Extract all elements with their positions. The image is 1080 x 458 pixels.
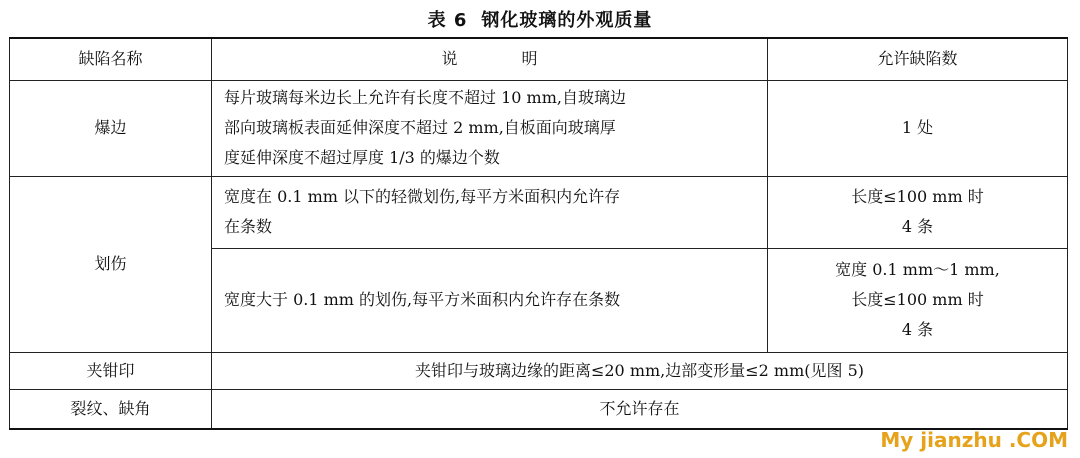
allowed-count xyxy=(768,248,1068,352)
table-number: 表 6 xyxy=(427,10,468,31)
description-line: 每片玻璃每米边长上允许有长度不超过 10 mm,自玻璃边 xyxy=(224,88,626,107)
description-line: 部向玻璃板表面延伸深度不超过 2 mm,自板面向玻璃厚 xyxy=(224,118,616,137)
appearance-quality-table xyxy=(9,37,1068,430)
defect-description: 夹钳印与玻璃边缘的距离≤20 mm,边部变形量≤2 mm(见图 5) xyxy=(212,352,1068,389)
table-row xyxy=(10,389,1068,429)
allowed-line: 宽度 0.1 mm～1 mm, xyxy=(835,260,1000,279)
site-watermark: My jianzhu .COM xyxy=(880,428,1068,452)
header-allowed-count: 允许缺陷数 xyxy=(768,38,1068,80)
defect-name: 爆边 xyxy=(10,80,212,176)
header-row xyxy=(10,38,1068,80)
description-line: 在条数 xyxy=(224,217,273,236)
allowed-line: 4 条 xyxy=(901,217,934,236)
defect-name: 夹钳印 xyxy=(10,352,212,389)
description-line: 度延伸深度不超过厚度 1/3 的爆边个数 xyxy=(224,148,500,167)
header-defect-name: 缺陷名称 xyxy=(10,38,212,80)
allowed-line: 长度≤100 mm 时 xyxy=(851,187,984,206)
defect-name: 裂纹、缺角 xyxy=(10,389,212,429)
table-row xyxy=(10,80,1068,176)
table-caption: 钢化玻璃的外观质量 xyxy=(481,10,653,31)
defect-description xyxy=(212,176,768,248)
defect-name: 划伤 xyxy=(10,176,212,352)
table-row xyxy=(10,352,1068,389)
defect-description: 宽度大于 0.1 mm 的划伤,每平方米面积内允许存在条数 xyxy=(212,248,768,352)
defect-description xyxy=(212,80,768,176)
allowed-line: 长度≤100 mm 时 xyxy=(851,290,984,309)
table-row xyxy=(10,176,1068,248)
allowed-line: 4 条 xyxy=(901,320,934,339)
header-description: 说明 xyxy=(212,38,768,80)
description-line: 宽度在 0.1 mm 以下的轻微划伤,每平方米面积内允许存 xyxy=(224,187,621,206)
allowed-count: 1 处 xyxy=(768,80,1068,176)
table-title xyxy=(0,6,1080,32)
defect-description: 不允许存在 xyxy=(212,389,1068,429)
allowed-count xyxy=(768,176,1068,248)
